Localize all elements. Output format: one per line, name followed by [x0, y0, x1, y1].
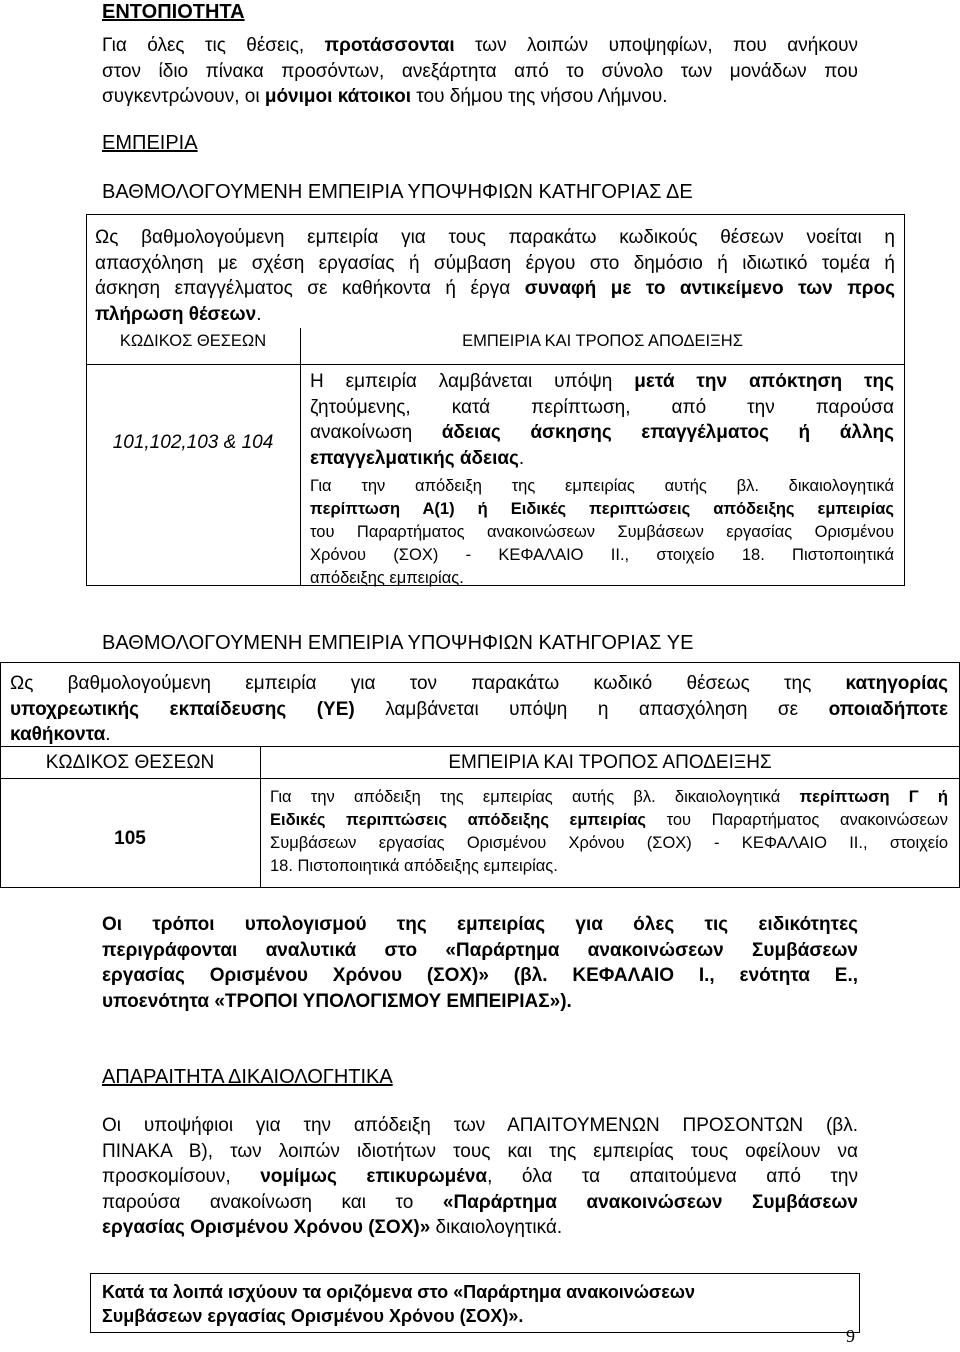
text-run-bold: επαγγελματικής άδειας	[310, 447, 519, 469]
documents-line-1: Οι υποψήφιοι για την απόδειξη των ΑΠΑΙΤΟΥΜΕΝΩΝ ΠΡΟΣΟΝΤΩΝ (βλ.	[102, 1115, 858, 1136]
de-cell-line-5: Για την απόδειξη της εμπειρίας αυτής βλ. δικαιολογητικά	[310, 477, 894, 495]
de-intro-line-1: Ως βαθμολογούμενη εμπειρία για τους παρακάτω κωδικούς θέσεων νοείται η	[95, 227, 895, 248]
final-line-2: Συμβάσεων εργασίας Ορισμένου Χρόνου (ΣΟΧ)».	[102, 1306, 524, 1326]
de-col-experience-header: ΕΜΠΕΙΡΙΑ ΚΑΙ ΤΡΟΠΟΣ ΑΠΟΔΕΙΞΗΣ	[462, 332, 743, 350]
documents-line-2: ΠΙΝΑΚΑ Β), των λοιπών ιδιοτήτων τους και της εμπειρίας τους οφείλουν να	[102, 1140, 858, 1162]
location-line-2: στον ίδιο πίνακα προσόντων, ανεξάρτητα από το σύνολο των μονάδων που	[102, 60, 858, 82]
de-cell-line-3	[310, 420, 894, 446]
calc-line-2: περιγράφονται αναλυτικά στο «Παράρτημα ανακοινώσεων Συμβάσεων	[102, 939, 858, 961]
text-run: άσκηση επαγγέλματος σε καθήκοντα ή έργα	[95, 278, 525, 299]
text-run: .	[105, 724, 111, 745]
ye-cell-line-3: Συμβάσεων εργασίας Ορισμένου Χρόνου (ΣΟΧ) - ΚΕΦΑΛΑΙΟ ΙΙ., στοιχείο	[270, 834, 948, 852]
location-heading: ΕΝΤΟΠΙΟΤΗΤΑ	[102, 1, 245, 23]
de-intro-line-3	[95, 276, 895, 302]
ye-intro	[10, 671, 948, 748]
text-run: Ως βαθμολογούμενη εμπειρία για τον παρακάτω κωδικό θέσεως της	[10, 673, 846, 694]
ye-intro-line-1	[10, 671, 948, 697]
text-run: Η εμπειρία λαμβάνεται υπόψη	[310, 371, 635, 392]
ye-intro-line-3	[10, 722, 948, 748]
text-run: Για την απόδειξη της εμπειρίας αυτής βλ. δικαιολογητικά	[270, 788, 800, 806]
ye-col-experience-header: ΕΜΠΕΙΡΙΑ ΚΑΙ ΤΡΟΠΟΣ ΑΠΟΔΕΙΞΗΣ	[448, 752, 772, 773]
text-run-bold: εργασίας Ορισμένου Χρόνου (ΣΟΧ)»	[102, 1217, 431, 1238]
text-run: .	[518, 447, 525, 469]
text-run-bold: μετά την απόκτηση της	[634, 371, 894, 392]
location-line-3	[102, 84, 858, 110]
documents-line-3	[102, 1164, 858, 1190]
de-intro	[95, 225, 895, 327]
de-codes: 101,102,103 & 104	[112, 432, 274, 453]
text-run: του δήμου της νήσου Λήμνου.	[411, 86, 668, 107]
page-number: 9	[846, 1326, 855, 1346]
documents-line-5	[102, 1215, 858, 1241]
ye-col-code-header: ΚΩΔΙΚΟΣ ΘΕΣΕΩΝ	[45, 752, 215, 773]
calc-paragraph	[102, 912, 858, 1014]
ye-intro-line-2	[10, 697, 948, 723]
de-heading: ΒΑΘΜΟΛΟΓΟΥΜΕΝΗ ΕΜΠΕΙΡΙΑ ΥΠΟΨΗΦΙΩΝ ΚΑΤΗΓΟΡΙΑΣ ΔΕ	[102, 181, 693, 203]
ye-code: 105	[114, 828, 146, 849]
de-cell-line-4	[310, 446, 894, 472]
final-line-1: Κατά τα λοιπά ισχύουν τα οριζόμενα στο «Παράρτημα ανακοινώσεων	[102, 1282, 695, 1302]
de-cell-line-1	[310, 369, 894, 395]
text-run: των λοιπών υποψηφίων, που ανήκουν	[454, 35, 859, 56]
documents-paragraph	[102, 1113, 858, 1241]
text-run: προσκομίσουν,	[102, 1166, 261, 1187]
de-table-column-rule	[300, 328, 301, 586]
text-run-bold: κατηγορίας	[845, 673, 948, 694]
de-experience-cell	[310, 369, 894, 590]
de-intro-line-4	[95, 302, 895, 328]
location-line-1	[102, 33, 858, 59]
text-run: δικαιολογητικά.	[430, 1217, 563, 1238]
text-run-bold: υποχρεωτικής εκπαίδευσης (ΥΕ)	[10, 698, 355, 720]
text-run: λαμβάνεται υπόψη η απασχόληση σε	[354, 698, 829, 720]
text-run-bold: πλήρωση θέσεων	[95, 303, 257, 325]
calc-line-1: Οι τρόποι υπολογισμού της εμπειρίας για όλες τις ειδικότητες	[102, 914, 858, 935]
location-paragraph	[102, 33, 858, 110]
de-cell-line-6: περίπτωση Α(1) ή Ειδικές περιπτώσεις απόδειξης εμπειρίας	[310, 500, 894, 518]
text-run: Για όλες τις θέσεις,	[102, 35, 325, 56]
documents-line-4	[102, 1190, 858, 1216]
text-run-bold: προτάσσονται	[324, 35, 455, 56]
text-run-bold: Ειδικές περιπτώσεις απόδειξης εμπειρίας	[270, 811, 646, 829]
calc-line-3: εργασίας Ορισμένου Χρόνου (ΣΟΧ)» (βλ. ΚΕΦΑΛΑΙΟ Ι., ενότητα Ε.,	[102, 965, 858, 986]
de-table-header-rule	[86, 364, 905, 365]
text-run: του Παραρτήματος ανακοινώσεων	[646, 811, 948, 829]
text-run-bold: μόνιμοι κάτοικοι	[264, 86, 412, 107]
de-intro-line-2: απασχόληση με σχέση εργασίας ή σύμβαση έργου στο δημόσιο ή ιδιωτικό τομέα ή	[95, 252, 895, 274]
text-run-bold: οποιαδήποτε	[828, 698, 948, 720]
de-col-code-header: ΚΩΔΙΚΟΣ ΘΕΣΕΩΝ	[119, 332, 267, 350]
calc-line-4: υποενότητα «ΤΡΟΠΟΙ ΥΠΟΛΟΓΙΣΜΟΥ ΕΜΠΕΙΡΙΑΣ»).	[102, 990, 572, 1012]
ye-cell-line-4: 18. Πιστοποιητικά απόδειξης εμπειρίας.	[270, 857, 558, 875]
documents-heading: ΑΠΑΡΑΙΤΗΤΑ ΔΙΚΑΙΟΛΟΓΗΤΙΚΑ	[102, 1066, 393, 1088]
text-run: .	[256, 303, 262, 325]
text-run-bold: άδειας άσκησης επαγγέλματος ή άλλης	[441, 422, 894, 443]
ye-heading: ΒΑΘΜΟΛΟΓΟΥΜΕΝΗ ΕΜΠΕΙΡΙΑ ΥΠΟΨΗΦΙΩΝ ΚΑΤΗΓΟΡΙΑΣ ΥΕ	[102, 632, 694, 654]
text-run: συγκεντρώνουν, οι	[102, 86, 265, 107]
ye-table-header-rule	[0, 778, 960, 779]
final-box-text	[102, 1280, 848, 1328]
text-run-bold: «Παράρτημα ανακοινώσεων Συμβάσεων	[442, 1191, 858, 1213]
de-cell-line-7: του Παραρτήματος ανακοινώσεων Συμβάσεων εργασίας Ορισμένου	[310, 523, 894, 541]
ye-experience-cell	[270, 786, 948, 878]
text-run-bold: συναφή με το αντικείμενο των προς	[524, 278, 895, 299]
text-run-bold: περίπτωση Γ ή	[799, 788, 948, 806]
ye-intro-rule	[0, 746, 960, 747]
text-run: , όλα τα απαιτούμενα από την	[487, 1166, 858, 1187]
de-cell-line-9: απόδειξης εμπειρίας.	[310, 569, 464, 587]
text-run-bold: καθήκοντα	[10, 724, 106, 745]
text-run: παρούσα ανακοίνωση και το	[102, 1191, 443, 1213]
ye-cell-line-1	[270, 786, 948, 809]
text-run: ανακοίνωση	[310, 422, 442, 443]
experience-heading: ΕΜΠΕΙΡΙΑ	[102, 132, 198, 154]
text-run-bold: νομίμως επικυρωμένα	[260, 1166, 488, 1187]
de-cell-line-8: Χρόνου (ΣΟΧ) - ΚΕΦΑΛΑΙΟ ΙΙ., στοιχείο 18. Πιστοποιητικά	[310, 546, 894, 564]
ye-cell-line-2	[270, 809, 948, 832]
de-cell-line-2: ζητούμενης, κατά περίπτωση, από την παρούσα	[310, 396, 894, 418]
